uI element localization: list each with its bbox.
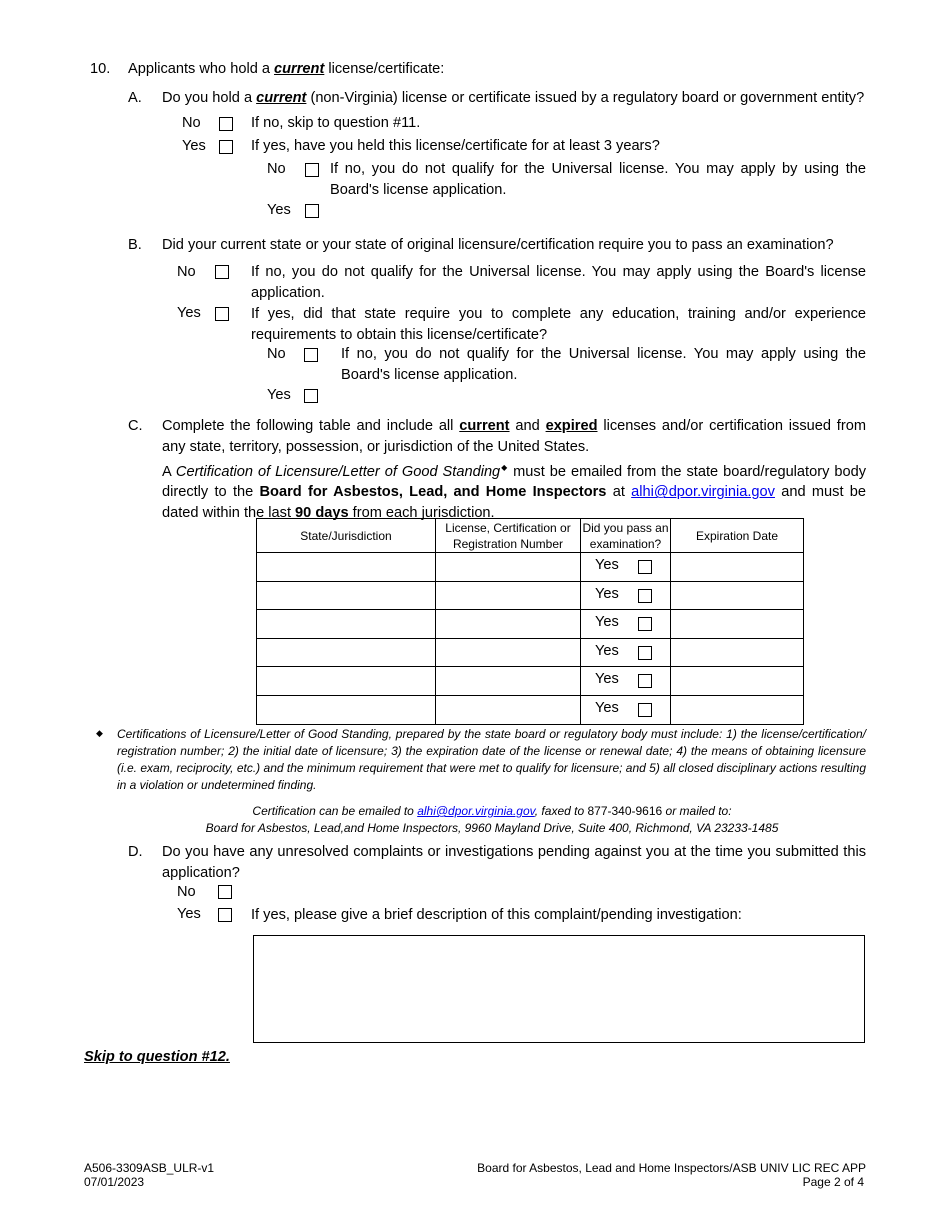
question-a-text: Do you hold a current (non-Virginia) license or certificate issued by a regulatory board or government entity? bbox=[162, 90, 865, 106]
mailing-address: Board for Asbestos, Lead,and Home Inspectors, 9960 Mayland Drive, Suite 400, Richmond, VA 23233-1485 bbox=[205, 821, 779, 835]
state-jurisdiction-cell[interactable] bbox=[257, 695, 436, 724]
state-jurisdiction-cell[interactable] bbox=[257, 638, 436, 667]
state-jurisdiction-cell[interactable] bbox=[257, 667, 436, 696]
exam-yes-checkbox[interactable] bbox=[638, 703, 652, 717]
expiration-date-cell[interactable] bbox=[671, 553, 804, 582]
expiration-date-cell[interactable] bbox=[671, 638, 804, 667]
question-intro: Applicants who hold a current license/certificate: bbox=[128, 61, 445, 77]
section-letter-c: C. bbox=[128, 418, 143, 434]
table-row bbox=[257, 638, 804, 667]
a-sub-no-checkbox[interactable] bbox=[305, 163, 319, 177]
exam-yes-checkbox[interactable] bbox=[638, 674, 652, 688]
license-number-cell[interactable] bbox=[436, 695, 581, 724]
state-jurisdiction-cell[interactable] bbox=[257, 581, 436, 610]
exam-yes-label: Yes bbox=[595, 699, 619, 716]
certification-line: Certification can be emailed to alhi@dpor.virginia.gov, faxed to 877-340-9616 or mailed to: bbox=[252, 804, 732, 818]
question-d-text: Do you have any unresolved complaints or investigations pending against you at the time you submitted this application? bbox=[162, 844, 866, 881]
footer-board: Board for Asbestos, Lead and Home Inspectors/ASB UNIV LIC REC APP bbox=[477, 1161, 866, 1175]
footer-form-id: A506-3309ASB_ULR-v1 bbox=[84, 1161, 215, 1175]
a-sub-no-text: If no, you do not qualify for the Universal license. You may apply by using the Board's license application. bbox=[330, 161, 866, 198]
license-number-cell[interactable] bbox=[436, 667, 581, 696]
exam-cell bbox=[581, 667, 671, 696]
section-letter-d: D. bbox=[128, 844, 143, 860]
license-table bbox=[256, 518, 804, 725]
email-link[interactable]: alhi@dpor.virginia.gov bbox=[631, 484, 775, 501]
a-sub-no-label: No bbox=[267, 161, 286, 177]
footnote-marker: ◆ bbox=[500, 463, 509, 472]
b-sub-no-label: No bbox=[267, 346, 286, 362]
b-sub-yes-checkbox[interactable] bbox=[304, 389, 318, 403]
exam-cell bbox=[581, 553, 671, 582]
section-letter-a: A. bbox=[128, 90, 142, 106]
table-header-row bbox=[257, 519, 804, 553]
a-yes-checkbox[interactable] bbox=[219, 140, 233, 154]
question-b-text: Did your current state or your state of original licensure/certification require you to pass an examination? bbox=[162, 237, 834, 253]
footnote-bullet: ◆ bbox=[96, 728, 103, 738]
c-paragraph-2: A Certification of Licensure/Letter of Good Standing◆ must be emailed from the state board/regulatory body directly to the Board for Asbestos, Lead, and Home Inspectors at alhi@dpor.virginia.gov and must be dated within the last 90 days from each jurisdiction. bbox=[162, 463, 867, 521]
table-row bbox=[257, 695, 804, 724]
expiration-date-cell[interactable] bbox=[671, 695, 804, 724]
table-row bbox=[257, 667, 804, 696]
exam-yes-label: Yes bbox=[595, 671, 619, 688]
exam-yes-label: Yes bbox=[595, 642, 619, 659]
footer-page: Page 2 of 4 bbox=[802, 1175, 864, 1189]
footer-date: 07/01/2023 bbox=[84, 1175, 145, 1189]
license-number-cell[interactable] bbox=[436, 581, 581, 610]
footnote-text: Certifications of Licensure/Letter of Good Standing, prepared by the state board or regulatory body must include: 1) the license/certification/ registration number; 2) the initial date of licensure; 3) the expiration date of the license or renewal date; 4) the means of obtaining licensure (i.e. exam, reciprocity, etc.) and the minimum requirement that were met to qualify for licensure; and 5) all closed disciplinary actions resulting in a violation or undetermined finding. bbox=[117, 727, 866, 792]
b-no-label: No bbox=[177, 264, 196, 280]
a-sub-yes-checkbox[interactable] bbox=[305, 204, 319, 218]
exam-cell bbox=[581, 610, 671, 639]
b-yes-label: Yes bbox=[177, 305, 201, 321]
column-header: State/Jurisdiction bbox=[257, 519, 436, 553]
exam-cell bbox=[581, 581, 671, 610]
table-row bbox=[257, 553, 804, 582]
exam-yes-checkbox[interactable] bbox=[638, 560, 652, 574]
state-jurisdiction-cell[interactable] bbox=[257, 610, 436, 639]
skip-instruction: Skip to question #12. bbox=[84, 1049, 230, 1065]
d-yes-label: Yes bbox=[177, 906, 201, 922]
license-number-cell[interactable] bbox=[436, 638, 581, 667]
c-paragraph-1: Complete the following table and include all current and expired licenses and/or certification issued from any state, territory, possession, or jurisdiction of the United States. bbox=[162, 418, 866, 455]
exam-yes-label: Yes bbox=[595, 557, 619, 573]
exam-yes-checkbox[interactable] bbox=[638, 646, 652, 660]
column-header: License, Certification or Registration Number bbox=[436, 519, 581, 553]
exam-cell bbox=[581, 638, 671, 667]
a-yes-text: If yes, have you held this license/certificate for at least 3 years? bbox=[251, 138, 660, 154]
a-no-checkbox[interactable] bbox=[219, 117, 233, 131]
expiration-date-cell[interactable] bbox=[671, 667, 804, 696]
b-sub-yes-label: Yes bbox=[267, 387, 291, 403]
d-yes-checkbox[interactable] bbox=[218, 908, 232, 922]
column-header: Expiration Date bbox=[671, 519, 804, 553]
d-no-checkbox[interactable] bbox=[218, 885, 232, 899]
b-no-checkbox[interactable] bbox=[215, 265, 229, 279]
exam-cell bbox=[581, 695, 671, 724]
expiration-date-cell[interactable] bbox=[671, 581, 804, 610]
column-header: Did you pass an examination? bbox=[582, 520, 669, 551]
a-yes-label: Yes bbox=[182, 138, 206, 154]
a-no-label: No bbox=[182, 115, 201, 131]
d-yes-text: If yes, please give a brief description of this complaint/pending investigation: bbox=[251, 907, 742, 923]
complaint-description-box[interactable] bbox=[253, 935, 865, 1043]
b-sub-no-text: If no, you do not qualify for the Universal license. You may apply using the Board's license application. bbox=[341, 346, 866, 383]
b-sub-no-checkbox[interactable] bbox=[304, 348, 318, 362]
b-no-text: If no, you do not qualify for the Universal license. You may apply using the Board's license application. bbox=[251, 264, 866, 301]
exam-yes-checkbox[interactable] bbox=[638, 617, 652, 631]
table-row bbox=[257, 610, 804, 639]
question-number: 10. bbox=[90, 61, 111, 77]
b-yes-checkbox[interactable] bbox=[215, 307, 229, 321]
exam-yes-label: Yes bbox=[595, 585, 619, 602]
section-letter-b: B. bbox=[128, 237, 142, 253]
state-jurisdiction-cell[interactable] bbox=[257, 553, 436, 582]
a-no-text: If no, skip to question #11. bbox=[251, 115, 421, 131]
expiration-date-cell[interactable] bbox=[671, 610, 804, 639]
license-number-cell[interactable] bbox=[436, 553, 581, 582]
table-row bbox=[257, 581, 804, 610]
exam-yes-checkbox[interactable] bbox=[638, 589, 652, 603]
a-sub-yes-label: Yes bbox=[267, 202, 291, 218]
b-yes-text: If yes, did that state require you to complete any education, training and/or experience requirements to obtain this license/certificate? bbox=[251, 306, 866, 343]
exam-yes-label: Yes bbox=[595, 614, 619, 631]
d-no-label: No bbox=[177, 884, 196, 900]
license-number-cell[interactable] bbox=[436, 610, 581, 639]
cert-email-link[interactable]: alhi@dpor.virginia.gov bbox=[417, 804, 535, 818]
